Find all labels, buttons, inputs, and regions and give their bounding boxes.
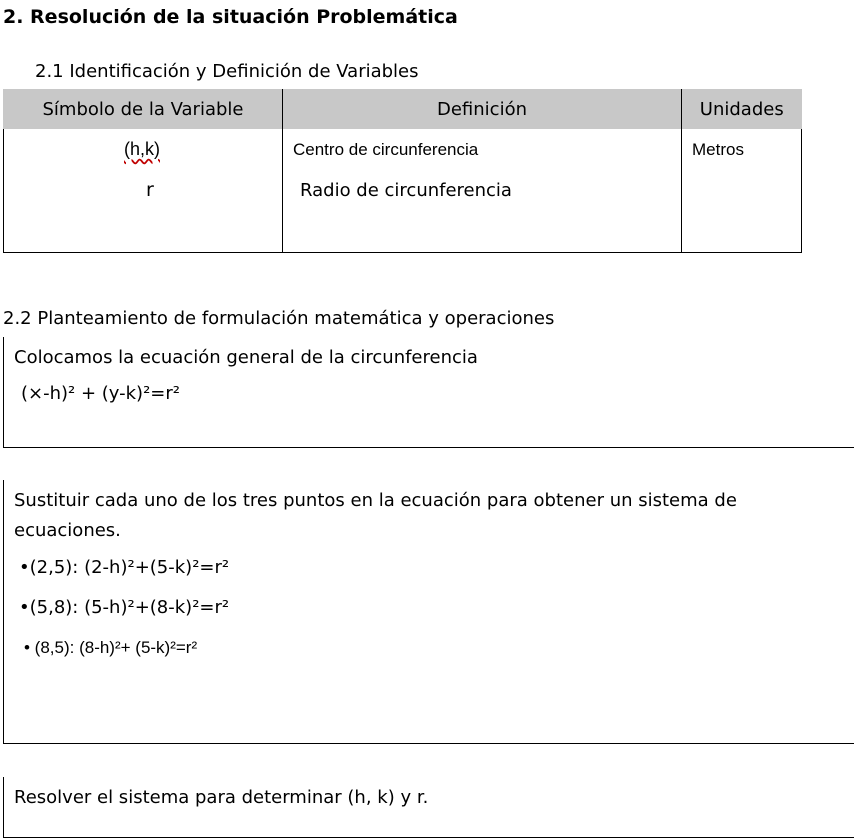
header-units: Unidades (682, 89, 802, 129)
header-definition: Definición (283, 89, 682, 129)
list-item: • (8,5): (8-h)²+ (5-k)²=r² (24, 638, 198, 657)
subsection-title-variables: 2.1 Identificación y Definición de Variables (35, 61, 419, 82)
header-symbol: Símbolo de la Variable (4, 89, 283, 129)
symbol-radius: r (146, 179, 154, 201)
symbol-center: (h,k) (124, 139, 160, 159)
list-item: •(2,5): (2-h)²+(5-k)²=r² (19, 557, 230, 578)
units-center: Metros (692, 140, 744, 159)
solve-text: Resolver el sistema para determinar (h, k) y r. (14, 787, 429, 808)
list-item: •(5,8): (5-h)²+(8-k)²=r² (19, 597, 230, 618)
definition-center: Centro de circunferencia (293, 140, 479, 159)
units-cell (682, 129, 802, 253)
symbol-cell (4, 129, 283, 253)
substitution-text-line2: ecuaciones. (14, 520, 121, 541)
substitution-text-line1: Sustituir cada uno de los tres puntos en la ecuación para obtener un sistema de (14, 490, 737, 511)
table-row (4, 129, 802, 253)
definition-radius: Radio de circunferencia (300, 180, 512, 201)
subsection-title-formulation: 2.2 Planteamiento de formulación matemática y operaciones (3, 308, 555, 329)
definition-cell (283, 129, 682, 253)
table-header-row (4, 89, 802, 129)
equation-box (3, 337, 854, 448)
equation-intro-text: Colocamos la ecuación general de la circunferencia (14, 347, 478, 368)
variables-table (3, 89, 802, 253)
general-equation: (×-h)² + (y-k)²=r² (21, 383, 180, 404)
section-heading: 2. Resolución de la situación Problemática (3, 6, 458, 28)
substitution-box (3, 480, 854, 744)
